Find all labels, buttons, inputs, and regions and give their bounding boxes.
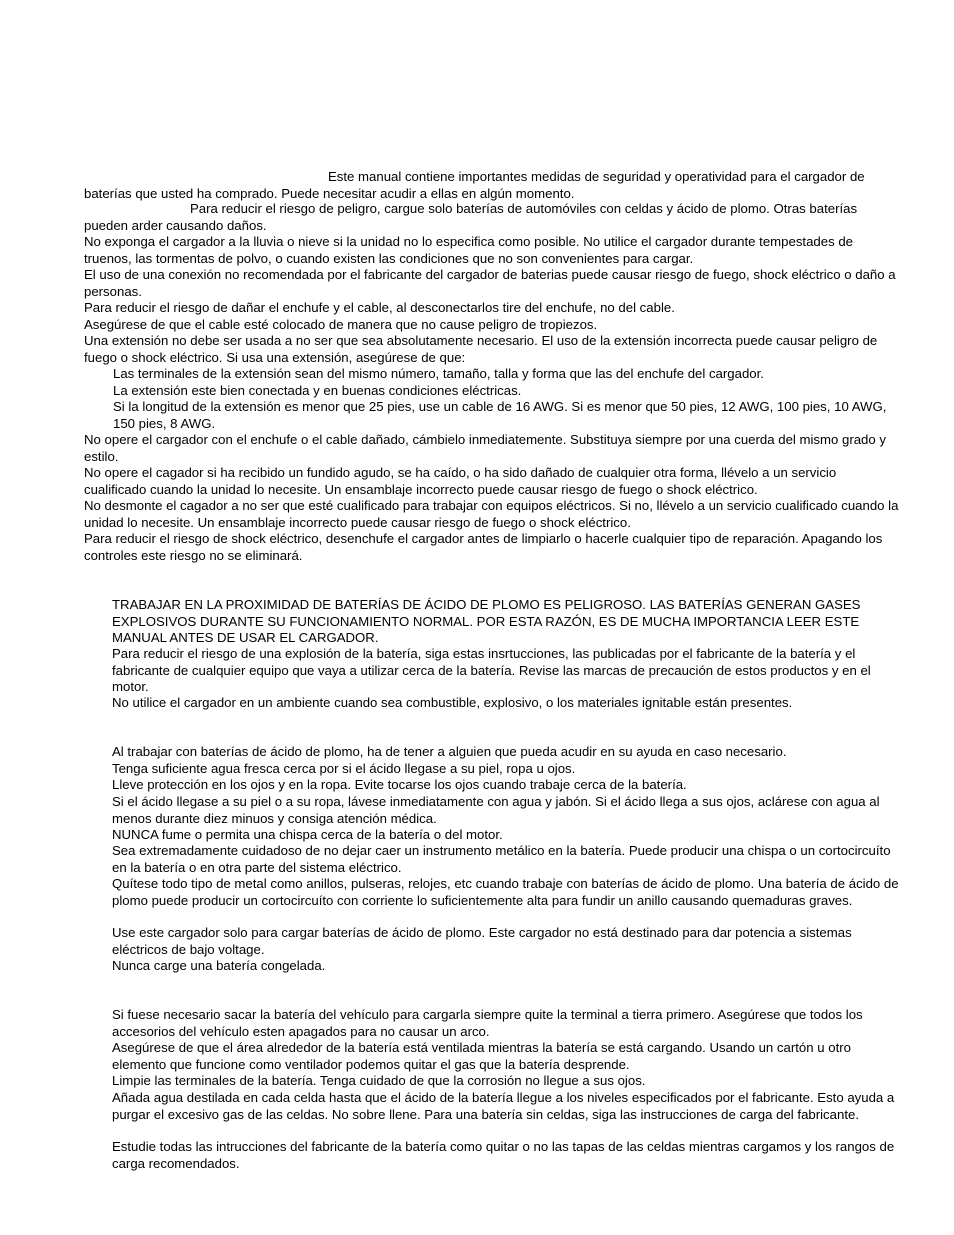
precaution-eye-protection: Lleve protección en los ojos y en la ropa. Evite tocarse los ojos cuando trabaje cerca de la batería. (112, 777, 687, 792)
precaution-lead-acid-only: Use este cargador solo para cargar baterías de ácido de plomo. Este cargador no está destinado para dar potencia a sistemas eléctricos de bajo voltage. (112, 925, 852, 957)
warning-attachment: El uso de una conexión no recomendada por el fabricante del cargador de baterias puede causar riesgo de fuego, shock eléctrico o daño a personas. (84, 267, 896, 299)
warning-damaged-cord: No opere el cargador con el enchufe o el cable dañado, cámbielo inmediatemente. Substituya siempre por una cuerda del mismo grado y estilo. (84, 432, 886, 464)
danger-item-combustible: No utilice el cargador en un ambiente cuando sea combustible, explosivo, o los materiales ignitable están presentes. (112, 695, 793, 710)
warning-damaged-charger: No opere el cagador si ha recibido un fundido agudo, se ha caído, o ha sido dañado de cualquier otra forma, llévelo a un servicio cualificado cuando la unidad lo necesite. Un ensamblaje incorrecto puede causar riesgo de fuego o shock eléctrico. (84, 465, 837, 497)
precaution-water: Tenga suficiente agua fresca cerca por si el ácido llegase a su piel, ropa u ojos. (112, 761, 576, 776)
extension-item-condition: La extensión este bien conectada y en buenas condiciones eléctricas. (113, 383, 522, 398)
warning-shock: Para reducir el riesgo de shock eléctrico, desenchufe el cargador antes de limpiarlo o hacerle cualquier tipo de reparación. Apagando los controles este riesgo no se eliminará. (84, 531, 883, 563)
warning-disassemble: No desmonte el cagador a no ser que esté cualificado para trabajar con equipos eléctricos. Si no, llévelo a un servicio cualificado cuando la unidad lo necesite. Un ensamblaje incorrecto puede causar riesgo de fuego o shock eléctrico. (84, 498, 899, 530)
intro-paragraph-1: Este manual contiene importantes medidas de seguridad y operatividad para el cargador de baterías que usted ha comprado. Puede necesitar acudir a ellas en algún momento. (84, 169, 865, 201)
precaution-metal-tool: Sea extremadamente cuidadoso de no dejar caer un instrumento metálico en la batería. Puede producir una chispa o un cortocircuíto en la batería o en otra parte del sistema eléctrico. (112, 843, 891, 875)
precaution-no-smoking: NUNCA fume o permita una chispa cerca de la batería o del motor. (112, 827, 503, 842)
precaution-jewelry: Quítese todo tipo de metal como anillos, pulseras, relojes, etc cuando trabaje con baterías de ácido de plomo. Una batería de ácido de plomo puede producir un cortocircuíto con corriente lo suficientemente alta para fundir un anillo causando quemaduras graves. (112, 876, 899, 908)
danger-item-explosion: Para reducir el riesgo de una explosión de la batería, siga estas insrtucciones, las publicadas por el fabricante de la batería y el fabricante de cualquier equipo que vaya a utilizar cerca de la batería. Revise las marcas de precaución de estos productos y en el motor. (112, 646, 871, 694)
intro-paragraph-2: Para reducir el riesgo de peligro, cargue solo baterías de automóviles con celdas y ácido de plomo. Otras baterías pueden arder causando daños. (84, 201, 858, 233)
prep-clean-terminals: Limpie las terminales de la batería. Tenga cuidado de que la corrosión no llegue a sus ojos. (112, 1073, 646, 1088)
warning-cord-placement: Asegúrese de que el cable esté colocado de manera que no cause peligro de tropiezos. (84, 317, 598, 332)
precaution-assistance: Al trabajar con baterías de ácido de plomo, ha de tener a alguien que pueda acudir en su ayuda en caso necesario. (112, 744, 787, 759)
precaution-acid-contact: Si el ácido llegase a su piel o a su ropa, lávese inmediatamente con agua y jabón. Si el ácido llega a sus ojos, aclárese con agua al menos durante diez minuos y consiga atención médica. (112, 794, 880, 826)
extension-item-pins: Las terminales de la extensión sean del mismo número, tamaño, talla y forma que las del enchufe del cargador. (113, 366, 764, 381)
warning-extension: Una extensión no debe ser usada a no ser que sea absolutamente necesario. El uso de la extensión incorrecta puede causar peligro de fuego o shock eléctrico. Si usa una extensión, asegúrese de que: (84, 333, 878, 365)
precaution-frozen: Nunca carge una batería congelada. (112, 958, 326, 973)
danger-heading: TRABAJAR EN LA PROXIMIDAD DE BATERÍAS DE ÁCIDO DE PLOMO ES PELIGROSO. LAS BATERÍAS GENERAN GASES EXPLOSIVOS DURANTE SU FUNCIONAMIENTO NORMAL. POR ESTA RAZÓN, ES DE MUCHA IMPORTANCIA LEER ESTE MANUAL ANTES DE USAR EL CARGADOR. (112, 597, 861, 645)
prep-ventilation: Asegúrese de que el área alrededor de la batería está ventilada mientras la batería se está cargando. Usando un cartón u otro elemento que funcione como ventilador podemos quitar el gas que la batería desprende. (112, 1040, 851, 1072)
prep-study-instructions: Estudie todas las intrucciones del fabricante de la batería como quitar o no las tapas de las celdas mientras cargamos y los rangos de carga recomendados. (112, 1139, 895, 1171)
extension-item-gauge: Si la longitud de la extensión es menor que 25 pies, use un cable de 16 AWG. Si es menor que 50 pies, 12 AWG, 100 pies, 10 AWG, 150 pies, 8 AWG. (113, 399, 887, 431)
warning-rain: No exponga el cargador a la lluvia o nieve si la unidad no lo especifica como posible. No utilice el cargador durante tempestades de truenos, las tormentas de polvo, o cuando existen las condiciones que no son convenientes para cargar. (84, 234, 854, 266)
warning-unplug: Para reducir el riesgo de dañar el enchufe y el cable, al desconectarlos tire del enchufe, no del cable. (84, 300, 675, 315)
prep-remove-battery: Si fuese necesario sacar la batería del vehículo para cargarla siempre quite la terminal a tierra primero. Asegúrese que todos los accesorios del vehículo esten apagados para no causar un arco. (112, 1007, 863, 1039)
prep-distilled-water: Añada agua destilada en cada celda hasta que el ácido de la batería llegue a los niveles especificados por el fabricante. Esto ayuda a purgar el excesivo gas de las celdas. No sobre llene. Para una batería sin celdas, siga las instrucciones de carga del fabricante. (112, 1090, 895, 1122)
